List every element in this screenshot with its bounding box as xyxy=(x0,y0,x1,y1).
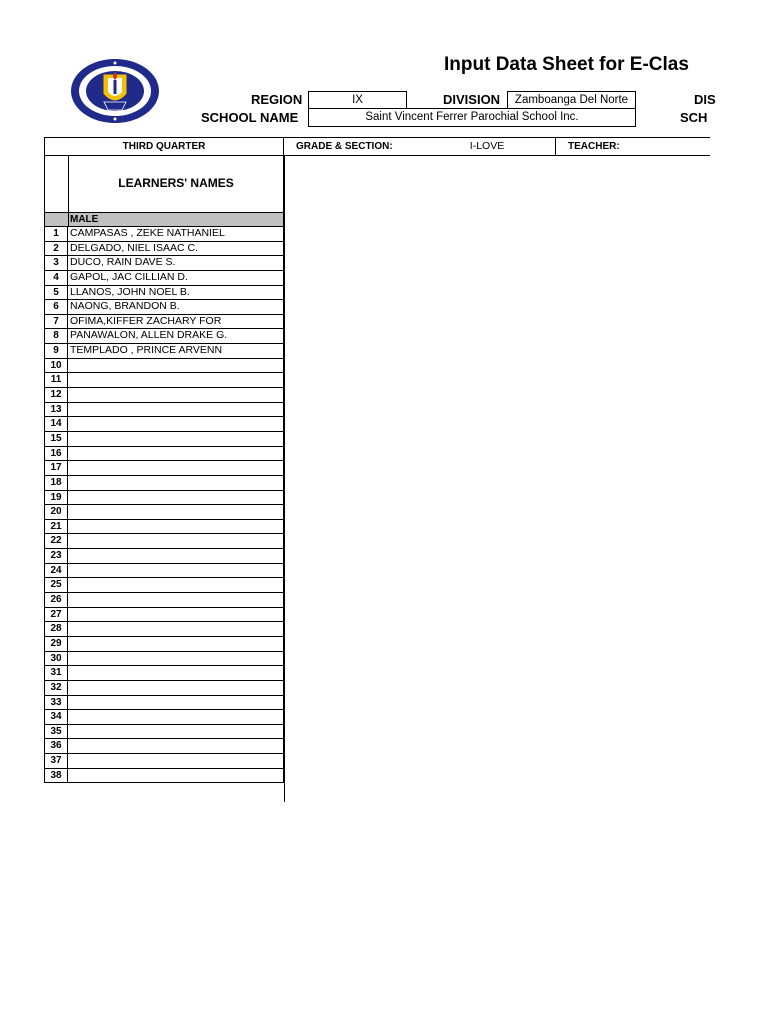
table-row xyxy=(44,681,284,696)
row-number: 36 xyxy=(45,739,68,753)
table-row xyxy=(44,578,284,593)
male-section-label: MALE xyxy=(70,214,99,225)
table-row xyxy=(44,403,284,418)
school-name-field[interactable]: Saint Vincent Ferrer Parochial School Inc. xyxy=(308,108,636,127)
division-label: DIVISION xyxy=(443,92,501,107)
table-row xyxy=(44,739,284,754)
row-number: 19 xyxy=(45,491,68,505)
row-number: 33 xyxy=(45,696,68,710)
row-number: 15 xyxy=(45,432,68,446)
row-number: 3 xyxy=(45,256,68,270)
row-number: 35 xyxy=(45,725,68,739)
deped-seal-logo xyxy=(70,58,160,124)
row-number: 10 xyxy=(45,359,68,373)
district-label: DIS xyxy=(694,92,716,107)
info-bar xyxy=(44,137,710,156)
row-number: 21 xyxy=(45,520,68,534)
table-row xyxy=(44,696,284,711)
table-row xyxy=(44,227,284,242)
row-number: 29 xyxy=(45,637,68,651)
learner-name-cell[interactable]: TEMPLADO , PRINCE ARVENN xyxy=(70,344,223,357)
table-row xyxy=(44,476,284,491)
row-number: 12 xyxy=(45,388,68,402)
table-row xyxy=(44,505,284,520)
learner-name-cell[interactable]: PANAWALON, ALLEN DRAKE G. xyxy=(70,329,228,342)
table-row xyxy=(44,388,284,403)
row-number: 34 xyxy=(45,710,68,724)
row-number: 37 xyxy=(45,754,68,768)
teacher-label: TEACHER: xyxy=(568,141,620,152)
page-title: Input Data Sheet for E-Clas xyxy=(444,54,689,75)
region-label: REGION xyxy=(251,92,303,107)
table-row xyxy=(44,608,284,623)
table-row xyxy=(44,447,284,462)
row-number: 24 xyxy=(45,564,68,578)
row-number: 6 xyxy=(45,300,68,314)
table-row xyxy=(44,593,284,608)
learner-name-cell[interactable]: DUCO, RAIN DAVE S. xyxy=(70,256,176,269)
table-row xyxy=(44,754,284,769)
row-number: 8 xyxy=(45,329,68,343)
table-row xyxy=(44,256,284,271)
learner-name-cell[interactable]: GAPOL, JAC CILLIAN D. xyxy=(70,270,188,283)
row-number: 11 xyxy=(45,373,68,387)
table-row xyxy=(44,417,284,432)
table-row xyxy=(44,491,284,506)
table-row xyxy=(44,359,284,374)
learner-name-cell[interactable]: LLANOS, JOHN NOEL B. xyxy=(70,285,190,298)
male-section-row xyxy=(44,212,284,227)
learner-rows xyxy=(44,227,284,783)
table-row xyxy=(44,329,284,344)
learner-name-cell[interactable]: OFIMA,KIFFER ZACHARY FOR xyxy=(70,314,222,327)
school-id-label: SCH xyxy=(680,110,708,125)
row-number: 26 xyxy=(45,593,68,607)
table-row xyxy=(44,710,284,725)
table-row xyxy=(44,315,284,330)
table-row xyxy=(44,461,284,476)
table-row xyxy=(44,373,284,388)
row-number: 32 xyxy=(45,681,68,695)
grade-section-value[interactable]: I-LOVE xyxy=(419,138,556,155)
learner-name-cell[interactable]: NAONG, BRANDON B. xyxy=(70,300,180,313)
row-number: 13 xyxy=(45,403,68,417)
row-number: 31 xyxy=(45,666,68,680)
row-number: 18 xyxy=(45,476,68,490)
names-header xyxy=(44,156,284,212)
table-row xyxy=(44,725,284,740)
table-row xyxy=(44,520,284,535)
quarter-cell: THIRD QUARTER xyxy=(45,138,284,155)
grade-section-label: GRADE & SECTION: xyxy=(296,141,393,152)
row-number: 2 xyxy=(45,242,68,256)
row-number: 30 xyxy=(45,652,68,666)
row-number: 25 xyxy=(45,578,68,592)
row-number: 16 xyxy=(45,447,68,461)
learner-name-cell[interactable]: DELGADO, NIEL ISAAC C. xyxy=(70,241,198,254)
row-number: 17 xyxy=(45,461,68,475)
table-row xyxy=(44,622,284,637)
row-number: 1 xyxy=(45,227,68,241)
learner-name-cell[interactable]: CAMPASAS , ZEKE NATHANIEL xyxy=(70,227,225,239)
table-row xyxy=(44,271,284,286)
row-number: 5 xyxy=(45,286,68,300)
row-number: 4 xyxy=(45,271,68,285)
table-row xyxy=(44,534,284,549)
table-row xyxy=(44,549,284,564)
school-name-label: SCHOOL NAME xyxy=(201,110,299,125)
table-row xyxy=(44,666,284,681)
table-row xyxy=(44,564,284,579)
row-number: 38 xyxy=(45,769,68,783)
table-row xyxy=(44,300,284,315)
row-number: 27 xyxy=(45,608,68,622)
table-row xyxy=(44,344,284,359)
row-number: 20 xyxy=(45,505,68,519)
table-row xyxy=(44,769,284,784)
division-field[interactable]: Zamboanga Del Norte xyxy=(507,91,636,109)
row-number: 14 xyxy=(45,417,68,431)
table-row xyxy=(44,242,284,257)
row-number: 22 xyxy=(45,534,68,548)
row-number: 7 xyxy=(45,315,68,329)
table-row xyxy=(44,432,284,447)
row-number: 28 xyxy=(45,622,68,636)
table-row xyxy=(44,286,284,301)
region-field[interactable]: IX xyxy=(308,91,407,109)
row-number: 23 xyxy=(45,549,68,563)
table-row xyxy=(44,652,284,667)
table-row xyxy=(44,637,284,652)
learners-names-header: LEARNERS' NAMES xyxy=(118,176,234,190)
row-number: 9 xyxy=(45,344,68,358)
